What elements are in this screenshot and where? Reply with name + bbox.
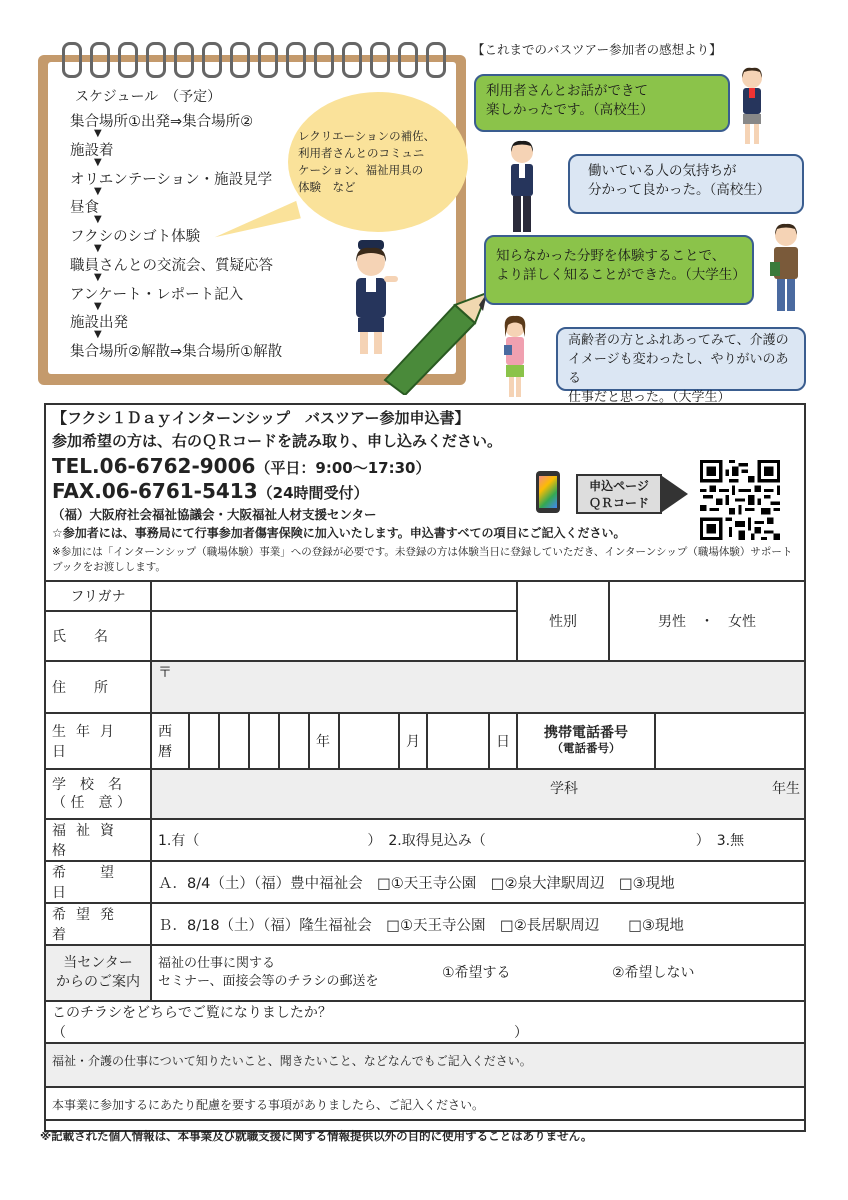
application-table: [44, 580, 806, 1132]
schedule-title: スケジュール （予定）: [75, 89, 222, 105]
wish-yes-option[interactable]: ①希望する: [442, 965, 511, 981]
mobile-input[interactable]: [655, 713, 805, 769]
wish-depart-label: 希望発着: [45, 903, 151, 945]
year-digit-input[interactable]: [219, 713, 249, 769]
day-label: 日: [489, 713, 517, 769]
schedule-item: オリエンテーション・施設見学: [70, 172, 273, 188]
ring-icon: [398, 42, 418, 78]
grade-label: 年生: [772, 781, 800, 797]
arrow-right-icon: [662, 476, 688, 512]
ring-icon: [426, 42, 446, 78]
down-arrow-icon: ▼: [94, 128, 102, 139]
tel-line: TEL.06-6762-9006（平日：9:00～17:30）: [52, 454, 431, 478]
voice-bubble-4: 高齢者の方とふれあってみて、介護の イメージも変わったし、やりがいのある 仕事だと思った。（大学生）: [556, 327, 806, 391]
wish-no-option[interactable]: ②希望しない: [612, 965, 695, 981]
address-input[interactable]: [151, 661, 805, 713]
month-input[interactable]: [339, 713, 399, 769]
schedule-item: 集合場所②解散⇒集合場所①解散: [70, 344, 283, 360]
ring-icon: [62, 42, 82, 78]
down-arrow-icon: ▼: [94, 301, 102, 312]
schedule-item: 職員さんとの交流会、質疑応答: [70, 258, 273, 274]
qr-code-icon[interactable]: [700, 460, 780, 540]
gender-label: 性別: [517, 581, 609, 661]
fax-number: 06-6761-5413: [101, 479, 258, 503]
ring-icon: [342, 42, 362, 78]
year-digit-input[interactable]: [279, 713, 309, 769]
school-label: 学 校 名 （ 任 意 ）: [45, 769, 151, 819]
flyer-question[interactable]: このチラシをどちらでご覧になりましたか？（ ）: [45, 1001, 805, 1043]
speech-bubble-text: レクリエーションの補佐、 利用者さんとのコミュニ ケーション、福祉用具の 体験 など: [298, 129, 436, 194]
option-b[interactable]: Ｂ．8/18（土）（福）隆生福祉会 □①天王寺公園 □②長居駅周辺 □③現地: [151, 903, 805, 945]
furigana-label: フリガナ: [45, 581, 151, 611]
ring-icon: [118, 42, 138, 78]
ring-icon: [286, 42, 306, 78]
month-label: 月: [399, 713, 427, 769]
address-label: 住 所: [45, 661, 151, 713]
down-arrow-icon: ▼: [94, 214, 102, 225]
form-instruction: 参加希望の方は、右のＱＲコードを読み取り、申し込みください。: [52, 432, 503, 450]
schedule-item: アンケート・レポート記入: [70, 287, 244, 303]
university-student-icon: [768, 222, 804, 314]
name-label: 氏 名: [45, 611, 151, 661]
voice-bubble-3: 知らなかった分野を体験することで、 より詳しく知ることができた。（大学生）: [484, 235, 754, 305]
mail-wish-row: 福祉の仕事に関する セミナー、面接会等のチラシの郵送を ①希望する ②希望しない: [151, 945, 805, 1001]
down-arrow-icon: ▼: [94, 157, 102, 168]
year-digit-input[interactable]: [249, 713, 279, 769]
wish-date-label: 希 望 日: [45, 861, 151, 903]
gender-options[interactable]: 男性 ・ 女性: [609, 581, 805, 661]
university-student-girl-icon: [498, 315, 532, 399]
smartphone-screen: [539, 476, 557, 508]
down-arrow-icon: ▼: [94, 272, 102, 283]
down-arrow-icon: ▼: [94, 186, 102, 197]
registration-note: ※参加には「インターンシップ（職場体験）事業」への登録が必要です。未登録の方は体験当日に登録していただき、インターンシップ（職場体験）サポートブックをお渡しします。: [52, 546, 793, 573]
ring-icon: [370, 42, 390, 78]
insurance-note: ☆参加者には、事務局にて行事参加者傷害保険に加入いたします。申込書すべての項目にご記入ください。: [52, 526, 626, 540]
privacy-footnote: ※記載された個人情報は、本事業及び就職支援に関する情報提供以外の目的に使用することはありません。: [40, 1129, 593, 1143]
birth-label: 生年月日: [45, 713, 151, 769]
fax-line: FAX.06-6761-5413（24時間受付）: [52, 479, 369, 503]
want-to-know-field[interactable]: 福祉・介護の仕事について知りたいこと、聞きたいこと、などなんでもご記入ください。: [45, 1043, 805, 1087]
down-arrow-icon: ▼: [94, 329, 102, 340]
schedule-item: フクシのシゴト体験: [70, 229, 201, 245]
form-title: 【フクシ１Ｄａｙインターンシップ バスツアー参加申込書】: [52, 409, 470, 427]
mobile-label: 携帯電話番号 （電話番号）: [517, 713, 655, 769]
name-input[interactable]: [151, 611, 517, 661]
student-boy-icon: [503, 138, 541, 236]
ring-icon: [202, 42, 222, 78]
ring-icon: [90, 42, 110, 78]
year-label: 年: [309, 713, 339, 769]
ring-icon: [314, 42, 334, 78]
ring-icon: [230, 42, 250, 78]
tel-number[interactable]: 06-6762-9006: [99, 454, 256, 478]
furigana-input[interactable]: [151, 581, 517, 611]
organization-name: （福）大阪府社会福祉協議会・大阪福祉人材支援センター: [52, 507, 377, 522]
postal-mark: 〒: [158, 665, 172, 681]
student-girl-icon: [735, 66, 769, 146]
pencil-icon: [375, 285, 495, 395]
consideration-field[interactable]: 本事業に参加するにあたり配慮を要する事項がありましたら、ご記入ください。: [45, 1087, 805, 1131]
down-arrow-icon: ▼: [94, 243, 102, 254]
option-a[interactable]: Ａ．8/4（土）（福）豊中福祉会 □①天王寺公園 □②泉大津駅周辺 □③現地: [151, 861, 805, 903]
voice-bubble-1: 利用者さんとお話ができて 楽しかったです。（高校生）: [474, 74, 730, 132]
voice-bubble-2: 働いている人の気持ちが 分かって良かった。（高校生）: [568, 154, 804, 214]
qualification-label: 福祉資格: [45, 819, 151, 861]
era-label: 西暦: [151, 713, 189, 769]
center-guide-label: 当センター からのご案内: [45, 945, 151, 1001]
dept-label: 学科: [550, 781, 578, 797]
schedule-item: 昼食: [70, 200, 99, 216]
day-input[interactable]: [427, 713, 489, 769]
qr-label: 申込ページ ＱＲコード: [576, 474, 662, 514]
school-input[interactable]: [151, 769, 805, 819]
qualification-options[interactable]: 1.有（ ） 2.取得見込み（ ） 3.無: [151, 819, 805, 861]
schedule-item: 施設着: [70, 143, 114, 159]
voices-title: 【これまでのバスツアー参加者の感想より】: [472, 42, 722, 57]
ring-icon: [174, 42, 194, 78]
year-digit-input[interactable]: [189, 713, 219, 769]
schedule-item: 施設出発: [70, 315, 128, 331]
schedule-item: 集合場所①出発⇒集合場所②: [70, 114, 254, 130]
ring-icon: [258, 42, 278, 78]
ring-icon: [146, 42, 166, 78]
